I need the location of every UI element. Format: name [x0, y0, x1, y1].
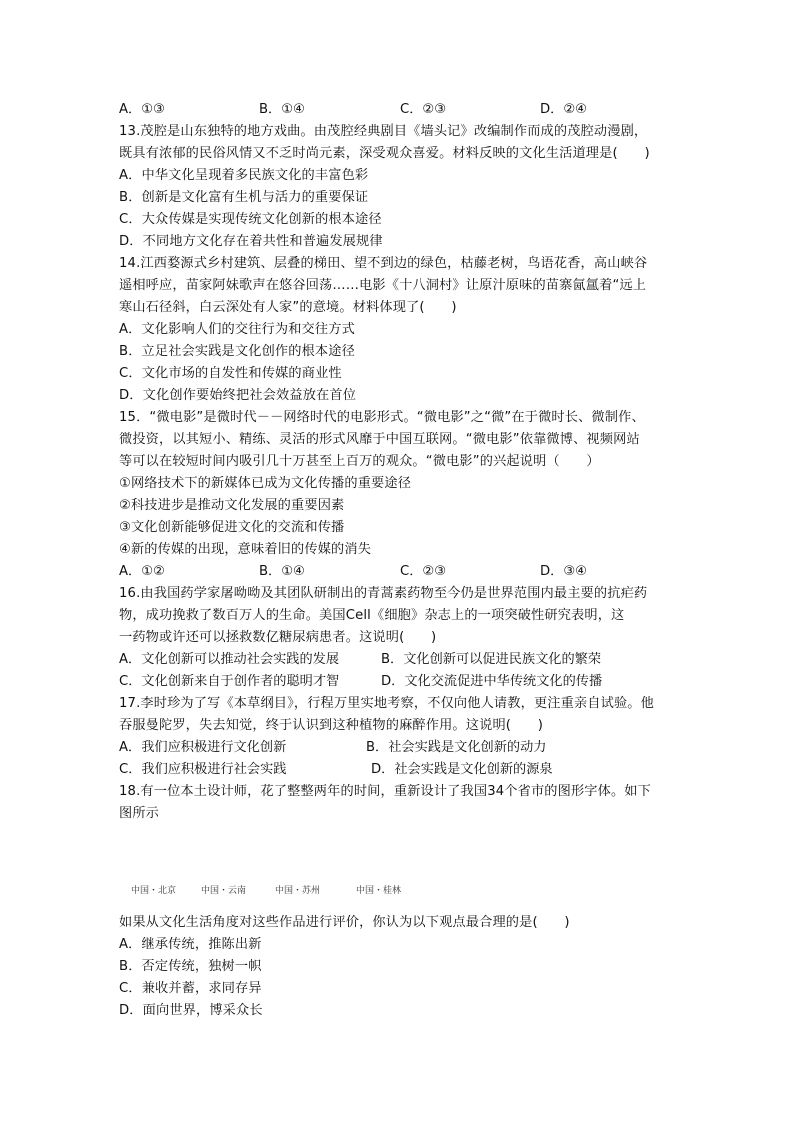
q13-stem-line-1: 13.茂腔是山东独特的地方戏曲。由茂腔经典剧目《墙头记》改编制作而成的茂腔动漫剧，: [119, 124, 648, 139]
q16-option-d: D．文化交流促进中华传统文化的传播: [381, 674, 603, 689]
q17-options-row-1: [119, 738, 679, 758]
q16-stem-line-2: 物，成功挽救了数百万人的生命。美国Cell《细胞》杂志上的一项突破性研究表明，这: [119, 608, 625, 623]
figure-caption-yunnan: 中国・云南: [201, 886, 247, 896]
q14-option-a: A．文化影响人们的交往行为和交往方式: [119, 322, 355, 337]
q16-options-row-2: [119, 672, 679, 692]
q13-option-d: D．不同地方文化存在着共性和普遍发展规律: [119, 234, 383, 249]
q18-option-c: C．兼收并蓄，求同存异: [119, 981, 262, 996]
q12-option-c: C．②③: [400, 102, 447, 117]
q17-option-b: B．社会实践是文化创新的动力: [366, 740, 547, 755]
q16-option-b: B．文化创新可以促进民族文化的繁荣: [381, 652, 602, 667]
q15-options-row: [119, 562, 679, 582]
q15-statement-4: ④新的传媒的出现，意味着旧的传媒的消失: [119, 542, 372, 557]
q15-stem-line-3: 等可以在较短时间内吸引几十万甚至上百万的观众。“微电影”的兴起说明（ ）: [119, 454, 600, 469]
q16-option-a: A．文化创新可以推动社会实践的发展: [119, 652, 340, 667]
q18-option-b: B．否定传统，独树一帜: [119, 959, 262, 974]
q14-option-d: D．文化创作要始终把社会效益放在首位: [119, 388, 357, 403]
q18-stem-line-1: 18.有一位本土设计师，花了整整两年的时间，重新设计了我国34个省市的图形字体。如下: [119, 784, 651, 799]
q13-stem-line-2: 既具有浓郁的民俗风情又不乏时尚元素，深受观众喜爱。材料反映的文化生活道理是( ): [119, 146, 650, 161]
q17-option-a: A．我们应积极进行文化创新: [119, 740, 287, 755]
q16-stem-line-1: 16.由我国药学家屠呦呦及其团队研制出的青蒿素药物至今仍是世界范围内最主要的抗疟药: [119, 586, 648, 601]
q15-stem-line-2: 微投资，以其短小、精练、灵活的形式风靡于中国互联网。“微电影”依靠微博、视频网站: [119, 432, 640, 447]
q17-stem-line-2: 吞服曼陀罗，失去知觉，终于认识到这种植物的麻醉作用。这说明( ): [119, 718, 544, 733]
q12-options-row: [119, 100, 679, 120]
q17-option-d: D．社会实践是文化创新的源泉: [371, 762, 553, 777]
q12-option-a: A．①③: [119, 102, 165, 117]
q15-option-b: B．①④: [259, 564, 305, 579]
q14-stem-line-3: 寒山石径斜，白云深处有人家”的意境。材料体现了( ): [119, 300, 457, 315]
q13-option-c: C．大众传媒是实现传统文化创新的根本途径: [119, 212, 382, 227]
q18-question: 如果从文化生活角度对这些作品进行评价，你认为以下观点最合理的是( ): [119, 915, 570, 930]
q12-option-b: B．①④: [259, 102, 305, 117]
q14-stem-line-1: 14.江西婺源式乡村建筑、层叠的梯田、望不到边的绿色，枯藤老树，鸟语花香，高山峡谷: [119, 256, 648, 271]
q18-stem-line-2: 图所示: [119, 806, 160, 821]
figure-caption-beijing: 中国・北京: [131, 886, 177, 896]
q15-option-a: A．①②: [119, 564, 165, 579]
q15-stem-line-1: 15．“微电影”是微时代－－网络时代的电影形式。“微电影”之“微”在于微时长、微制作、: [119, 410, 645, 425]
q15-statement-1: ①网络技术下的新媒体已成为文化传播的重要途径: [119, 476, 412, 491]
q13-option-a: A．中华文化呈现着多民族文化的丰富色彩: [119, 168, 369, 183]
q17-options-row-2: [119, 760, 679, 780]
q15-statement-2: ②科技进步是推动文化发展的重要因素: [119, 498, 345, 513]
q17-stem-line-1: 17.李时珍为了写《本草纲目》，行程万里实地考察，不仅向他人请教，更注重亲自试验。他: [119, 696, 654, 711]
q16-option-c: C．文化创新来自于创作者的聪明才智: [119, 674, 340, 689]
q12-option-d: D．②④: [540, 102, 587, 117]
q14-stem-line-2: 遥相呼应，苗家阿妹歌声在悠谷回荡……电影《十八洞村》让原汁原味的苗寨氤氲着“远上: [119, 278, 647, 293]
q16-options-row-1: [119, 650, 679, 670]
q16-stem-line-3: 一药物或许还可以拯救数亿糖尿病患者。这说明( ): [119, 630, 437, 645]
q13-option-b: B．创新是文化富有生机与活力的重要保证: [119, 190, 369, 205]
q18-option-a: A．继承传统，推陈出新: [119, 937, 262, 952]
q15-option-c: C．②③: [400, 564, 447, 579]
q18-option-d: D．面向世界，博采众长: [119, 1003, 263, 1018]
q14-option-c: C．文化市场的自发性和传媒的商业性: [119, 366, 342, 381]
q15-option-d: D．③④: [540, 564, 587, 579]
q14-option-b: B．立足社会实践是文化创作的根本途径: [119, 344, 355, 359]
q17-option-c: C．我们应积极进行社会实践: [119, 762, 287, 777]
q18-figure-captions: [131, 882, 431, 900]
figure-caption-suzhou: 中国・苏州: [275, 886, 321, 896]
q15-statement-3: ③文化创新能够促进文化的交流和传播: [119, 520, 345, 535]
figure-caption-guilin: 中国・桂林: [356, 886, 402, 896]
